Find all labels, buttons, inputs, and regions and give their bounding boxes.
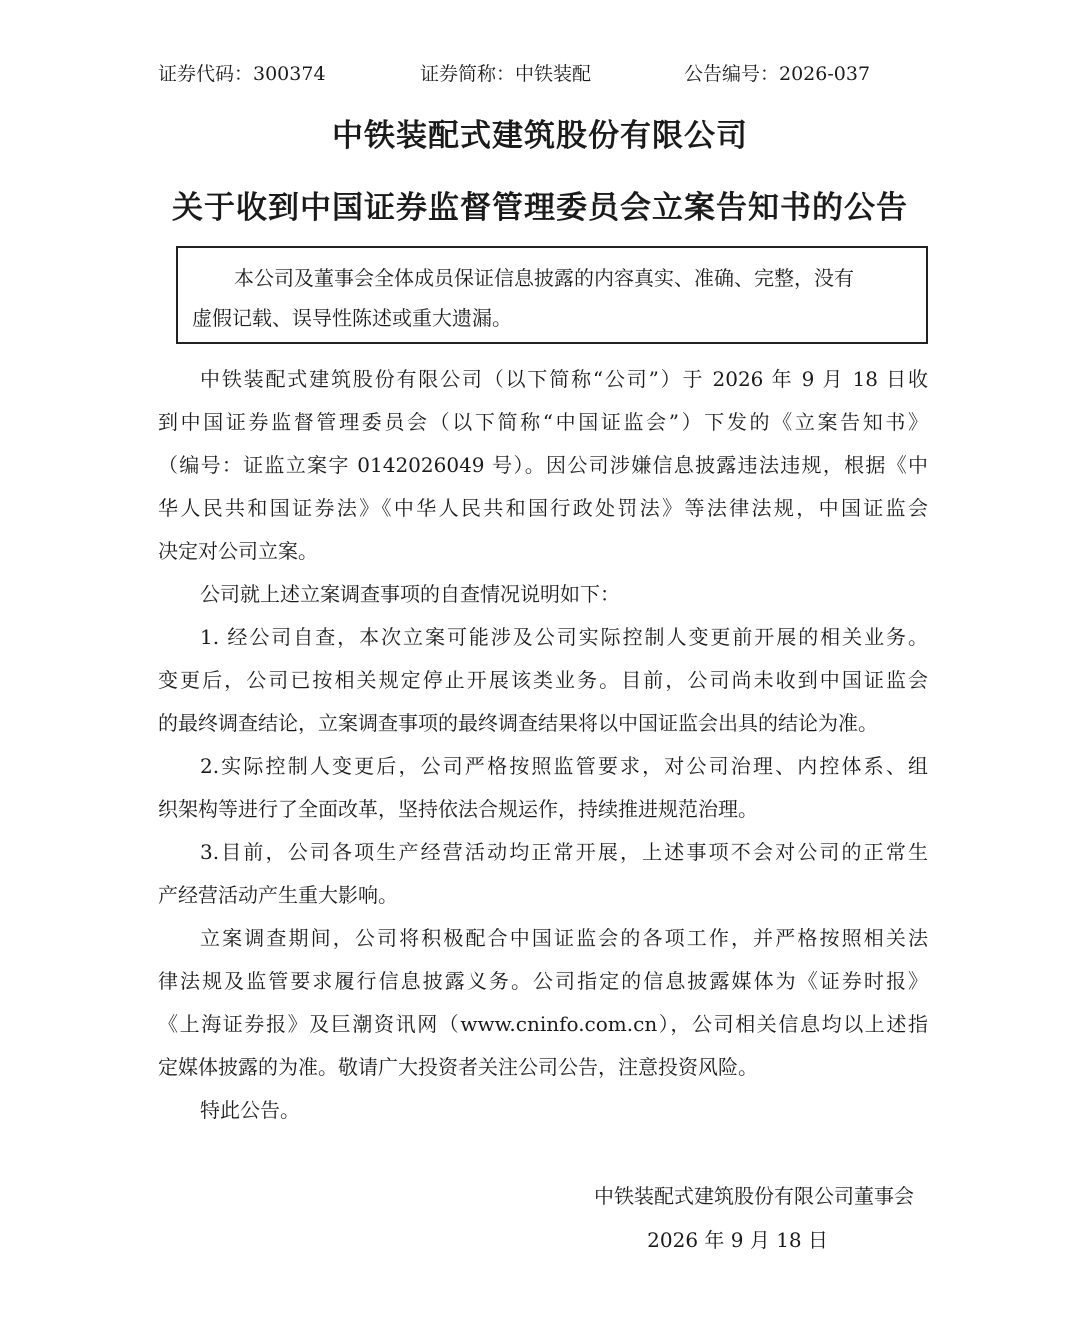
text-line: 律法规及监管要求履行信息披露义务。公司指定的信息披露媒体为《证券时报》 xyxy=(158,969,928,993)
announcement-body xyxy=(158,358,928,1132)
paragraph-case-receipt xyxy=(158,358,928,573)
announcement-number: 公告编号：2026-037 xyxy=(684,63,871,85)
disclaimer-line: 本公司及董事会全体成员保证信息披露的内容真实、准确、完整，没有 xyxy=(234,266,854,290)
announcement-subject: 关于收到中国证券监督管理委员会立案告知书的公告 xyxy=(172,190,908,226)
security-abbreviation: 证券简称：中铁装配 xyxy=(420,63,592,85)
paragraph-item-1 xyxy=(158,616,928,745)
paragraph-self-check-intro xyxy=(158,573,928,616)
disclaimer-line: 虚假记载、误导性陈述或重大遗漏。 xyxy=(192,306,512,330)
text-line: 决定对公司立案。 xyxy=(158,539,318,563)
paragraph-item-3 xyxy=(158,831,928,917)
text-line: 1. 经公司自查，本次立案可能涉及公司实际控制人变更前开展的相关业务。 xyxy=(200,625,928,649)
text-line: 立案调查期间，公司将积极配合中国证监会的各项工作，并严格按照相关法 xyxy=(200,926,928,950)
disclaimer-box xyxy=(176,246,928,344)
text-line: 2.实际控制人变更后，公司严格按照监管要求，对公司治理、内控体系、组 xyxy=(200,754,928,778)
paragraph-disclosure xyxy=(158,917,928,1089)
text-line: 华人民共和国证券法》《中华人民共和国行政处罚法》等法律法规，中国证监会 xyxy=(158,496,928,520)
text-line: 《上海证券报》及巨潮资讯网（www.cninfo.com.cn），公司相关信息均以上述指 xyxy=(158,1012,928,1036)
paragraph-item-2 xyxy=(158,745,928,831)
text-line: 特此公告。 xyxy=(200,1098,300,1122)
text-line: 定媒体披露的为准。敬请广大投资者关注公司公告，注意投资风险。 xyxy=(158,1055,758,1079)
text-line: 的最终调查结论，立案调查事项的最终调查结果将以中国证监会出具的结论为准。 xyxy=(158,711,878,735)
text-line: 3.目前，公司各项生产经营活动均正常开展，上述事项不会对公司的正常生 xyxy=(200,840,928,864)
text-line: 公司就上述立案调查事项的自查情况说明如下： xyxy=(200,582,620,606)
signature-date: 2026 年 9 月 18 日 xyxy=(647,1228,828,1252)
text-line: 到中国证券监督管理委员会（以下简称“中国证监会”）下发的《立案告知书》 xyxy=(158,410,928,434)
security-code: 证券代码：300374 xyxy=(158,63,326,85)
text-line: 中铁装配式建筑股份有限公司（以下简称“公司”）于 2026 年 9 月 18 日收 xyxy=(200,367,928,391)
text-line: 产经营活动产生重大影响。 xyxy=(158,883,398,907)
board-signature: 中铁装配式建筑股份有限公司董事会 xyxy=(594,1184,914,1208)
text-line: 织架构等进行了全面改革，坚持依法合规运作，持续推进规范治理。 xyxy=(158,797,758,821)
paragraph-closing xyxy=(158,1089,928,1132)
text-line: （编号：证监立案字 0142026049 号）。因公司涉嫌信息披露违法违规，根据《中 xyxy=(158,453,928,477)
company-title: 中铁装配式建筑股份有限公司 xyxy=(332,118,748,154)
text-line: 变更后，公司已按相关规定停止开展该类业务。目前，公司尚未收到中国证监会 xyxy=(158,668,928,692)
document-header xyxy=(158,58,918,90)
